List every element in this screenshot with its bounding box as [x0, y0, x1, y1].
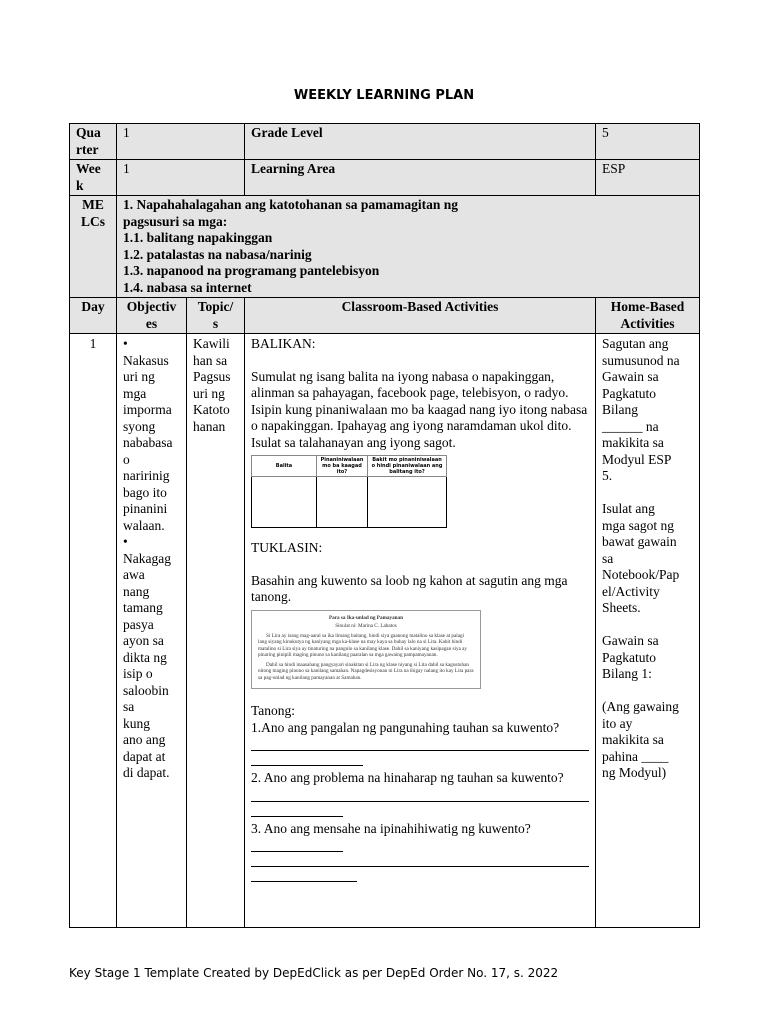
objective-line: saloobin [123, 682, 169, 698]
home-activity-line: makikita sa [602, 732, 664, 747]
objective-line: walaan. [123, 517, 165, 533]
document-title: WEEKLY LEARNING PLAN [293, 88, 475, 103]
grade-level-label: Grade Level [245, 124, 596, 160]
tuklasin-instructions: Basahin ang kuwento sa loob ng kahon at sagutin ang mga tanong. [251, 572, 568, 604]
melc-line: 1.3. napanood na programang pantelebisyon [123, 263, 380, 278]
objective-line: nang [123, 583, 150, 599]
objective-line: ano ang [123, 732, 166, 747]
mini-table-header: Balita [252, 456, 317, 477]
objectives-text [123, 336, 180, 782]
question-2: 2. Ano ang problema na hinaharap ng tauhan sa kuwento? [251, 770, 564, 785]
answer-line[interactable] [251, 802, 343, 817]
tuklasin-label: TUKLASIN: [251, 540, 323, 555]
balikan-label: BALIKAN: [251, 336, 316, 351]
objectives-header-line: Objectiv [126, 299, 177, 314]
classroom-activities-column-header: Classroom-Based Activities [245, 298, 596, 334]
balikan-instructions [251, 369, 589, 452]
home-header-line: Activities [620, 315, 675, 331]
objective-line: nababasa [123, 435, 173, 450]
home-activity-line: Gawain sa [602, 633, 659, 648]
topics-column-header [187, 298, 245, 334]
objective-line: Nakagag [123, 550, 171, 566]
topic-line: Katoto [193, 402, 230, 417]
home-activity-line: Pagkatuto [602, 385, 656, 401]
objective-line: pinanini [123, 501, 168, 516]
home-activity-line: el/Activity [602, 583, 660, 599]
balikan-response-table [251, 455, 447, 528]
balikan-line: kaagad nang iyo itong nabasa o napakinggan. Ipahayag ang iyong naramdaman [251, 401, 588, 433]
mini-table-cell [368, 477, 447, 528]
objective-line: kung [123, 715, 150, 731]
objective-line: naririnig [123, 468, 170, 483]
grade-level-value: 5 [596, 124, 700, 160]
objective-line: dikta ng [123, 649, 167, 665]
mini-table-cell [317, 477, 368, 528]
weekly-plan-table [69, 123, 700, 928]
melc-content [117, 196, 700, 298]
objective-line: di dapat. [123, 765, 170, 780]
mini-table-cell [252, 477, 317, 528]
objectives-column-header [117, 298, 187, 334]
melc-label-line: ME [82, 197, 104, 212]
week-label-line: Wee [76, 161, 101, 176]
home-activities-column-header [596, 298, 700, 334]
objective-line: dapat at [123, 748, 166, 764]
objective-line: imporma [123, 402, 172, 417]
objective-line: • [123, 534, 128, 549]
home-activities-cell [596, 334, 700, 928]
melc-line: pagsusuri sa mga: [123, 213, 228, 229]
home-activity-line: Sheets. [602, 600, 641, 615]
objective-line: pasya [123, 616, 154, 632]
home-activity-line: sa [602, 550, 614, 566]
home-activity-line: mga sagot ng [602, 517, 674, 533]
melc-line: 1.1. balitang napakinggan [123, 230, 273, 245]
home-activity-line: (Ang gawaing [602, 699, 679, 714]
objective-line: Nakasus [123, 352, 169, 368]
quarter-label-line: Qua [76, 125, 101, 140]
melc-label [70, 196, 117, 298]
story-author: Sinulat ni: Marina C. Labatos [335, 623, 397, 629]
melc-line: 1.4. nabasa sa internet [123, 279, 252, 295]
story-title: Para sa Ika-unlad ng Pamayanan [328, 614, 404, 621]
column-header-row [70, 298, 700, 334]
quarter-label-line: rter [76, 141, 99, 157]
home-header-line: Home-Based [610, 299, 685, 314]
home-activity-line [602, 485, 693, 502]
mini-table-header: Pinaniniwalaan mo ba kaagad ito? [317, 456, 368, 477]
answer-line[interactable] [251, 751, 363, 766]
topics-header-line: Topic/ [197, 299, 234, 314]
objective-line: awa [123, 567, 145, 582]
home-activity-line: Isulat ang [602, 501, 655, 516]
home-activity-line: Bilang [602, 402, 638, 417]
day-1-row [70, 334, 700, 928]
week-label-line: k [76, 177, 84, 193]
answer-line[interactable] [251, 736, 589, 751]
objective-line: tamang [123, 600, 163, 615]
objective-line: o [123, 451, 130, 467]
answer-line[interactable] [251, 787, 589, 802]
learning-area-value: ESP [596, 160, 700, 196]
classroom-activities-cell [245, 334, 596, 928]
topics-header-line: s [212, 315, 219, 331]
home-activity-line: sumusunod na [602, 352, 680, 368]
tanong-label: Tanong: [251, 703, 296, 718]
objective-line: isip o [123, 666, 153, 681]
home-activity-line: pahina ____ [602, 748, 669, 764]
balikan-line: Sumulat ng isang balita na iyong nabasa o napakinggan, alinman sa [251, 368, 555, 400]
objective-line: ayon sa [123, 633, 164, 648]
objective-line: mga [123, 385, 147, 401]
home-activity-line [602, 683, 693, 700]
quarter-row [70, 124, 700, 160]
quarter-value: 1 [117, 124, 245, 160]
objective-line: uri ng [123, 369, 155, 384]
home-activity-line: 5. [602, 468, 613, 483]
week-value: 1 [117, 160, 245, 196]
home-activity-line: ng Modyul) [602, 765, 667, 780]
melc-row [70, 196, 700, 298]
home-activity-line: ito ay [602, 715, 633, 731]
answer-line[interactable] [251, 867, 357, 882]
home-activity-line [602, 617, 693, 634]
home-activity-line: Pagkatuto [602, 649, 656, 665]
story-paragraph: Dahil sa hindi inaasahang pangyayari sinakitan si Lira ng klase niyang si Lita dahil sa kagustuhan nitong maging pinuno sa kanilang samahan. Napagdesisyonan ni Lira na ibigay nalang ito kay Lita para sa pag-unlad ng kanilang pamayanan at Samahan. [258, 661, 474, 681]
template-footer: Key Stage 1 Template Created by DepEdClick as per DepEd Order No. 17, s. 2022 [69, 966, 559, 980]
home-activity-line: ______ na [602, 418, 659, 434]
objective-line: sa [123, 699, 135, 714]
melc-line: 1.2. patalastas na nabasa/narinig [123, 246, 312, 262]
question-1: 1.Ano ang pangalan ng pangunahing tauhan sa kuwento? [251, 719, 560, 735]
home-activity-line: Sagutan ang [602, 336, 669, 351]
objective-line: syong [123, 418, 156, 434]
topics-cell [187, 334, 245, 928]
objective-line: bago ito [123, 484, 167, 500]
topic-line: han sa [193, 352, 228, 368]
topics-text [193, 336, 238, 435]
topic-line: Pagsus [193, 369, 231, 384]
balikan-line: pahayagan, facebook page, telebisyon, o radyo. Isipin kung pinaniwalaan mo ba [251, 385, 569, 417]
story-box [251, 610, 481, 690]
objective-line: • [123, 336, 128, 351]
objectives-header-line: es [145, 315, 158, 331]
topic-line: uri ng [193, 385, 225, 401]
balikan-line: ukol dito. Isulat sa talahanayan ang iyong sagot. [251, 418, 572, 450]
home-activities-text [602, 336, 693, 782]
story-paragraph: Si Lira ay isang mag-aaral sa ika limang baitang, hindi siya gaanong matalino sa klase at palagi lang siyang kinukutya ng kaniyang mga ka-klase na may kaya sa buhay lalo na si Lita. Kahit hindi matalino si Lira siya ay tinaturing na pangulo sa kanilang klase. Dahil sa kaniyang kasipagan siya ay pinaring pinipili maging pinuno sa kanilang paaralan sa mga gawaing pampamayanan. [258, 632, 468, 658]
home-activity-line: Notebook/Pap [602, 567, 680, 582]
objectives-cell [117, 334, 187, 928]
quarter-label [70, 124, 117, 160]
home-activity-line: Bilang 1: [602, 666, 652, 681]
melc-line: 1. Napahahalagahan ang katotohanan sa pamamagitan ng [123, 197, 458, 212]
home-activity-line: Gawain sa [602, 369, 659, 384]
topic-line: hanan [193, 418, 226, 434]
topic-line: Kawili [193, 336, 230, 351]
day-cell: 1 [70, 334, 117, 928]
answer-line[interactable] [251, 837, 343, 852]
melc-label-line: LCs [80, 213, 105, 229]
week-row [70, 160, 700, 196]
mini-table-header: Bakit mo pinaniniwalaan o hindi pinaniwalaan ang balitang ito? [368, 456, 447, 477]
home-activity-line: bawat gawain [602, 534, 677, 549]
question-3: 3. Ano ang mensahe na ipinahihiwatig ng kuwento? [251, 820, 531, 836]
home-activity-line: makikita sa [602, 435, 664, 450]
day-column-header: Day [70, 298, 117, 334]
week-label [70, 160, 117, 196]
home-activity-line: Modyul ESP [602, 451, 672, 467]
learning-area-label: Learning Area [245, 160, 596, 196]
answer-line[interactable] [251, 852, 589, 867]
